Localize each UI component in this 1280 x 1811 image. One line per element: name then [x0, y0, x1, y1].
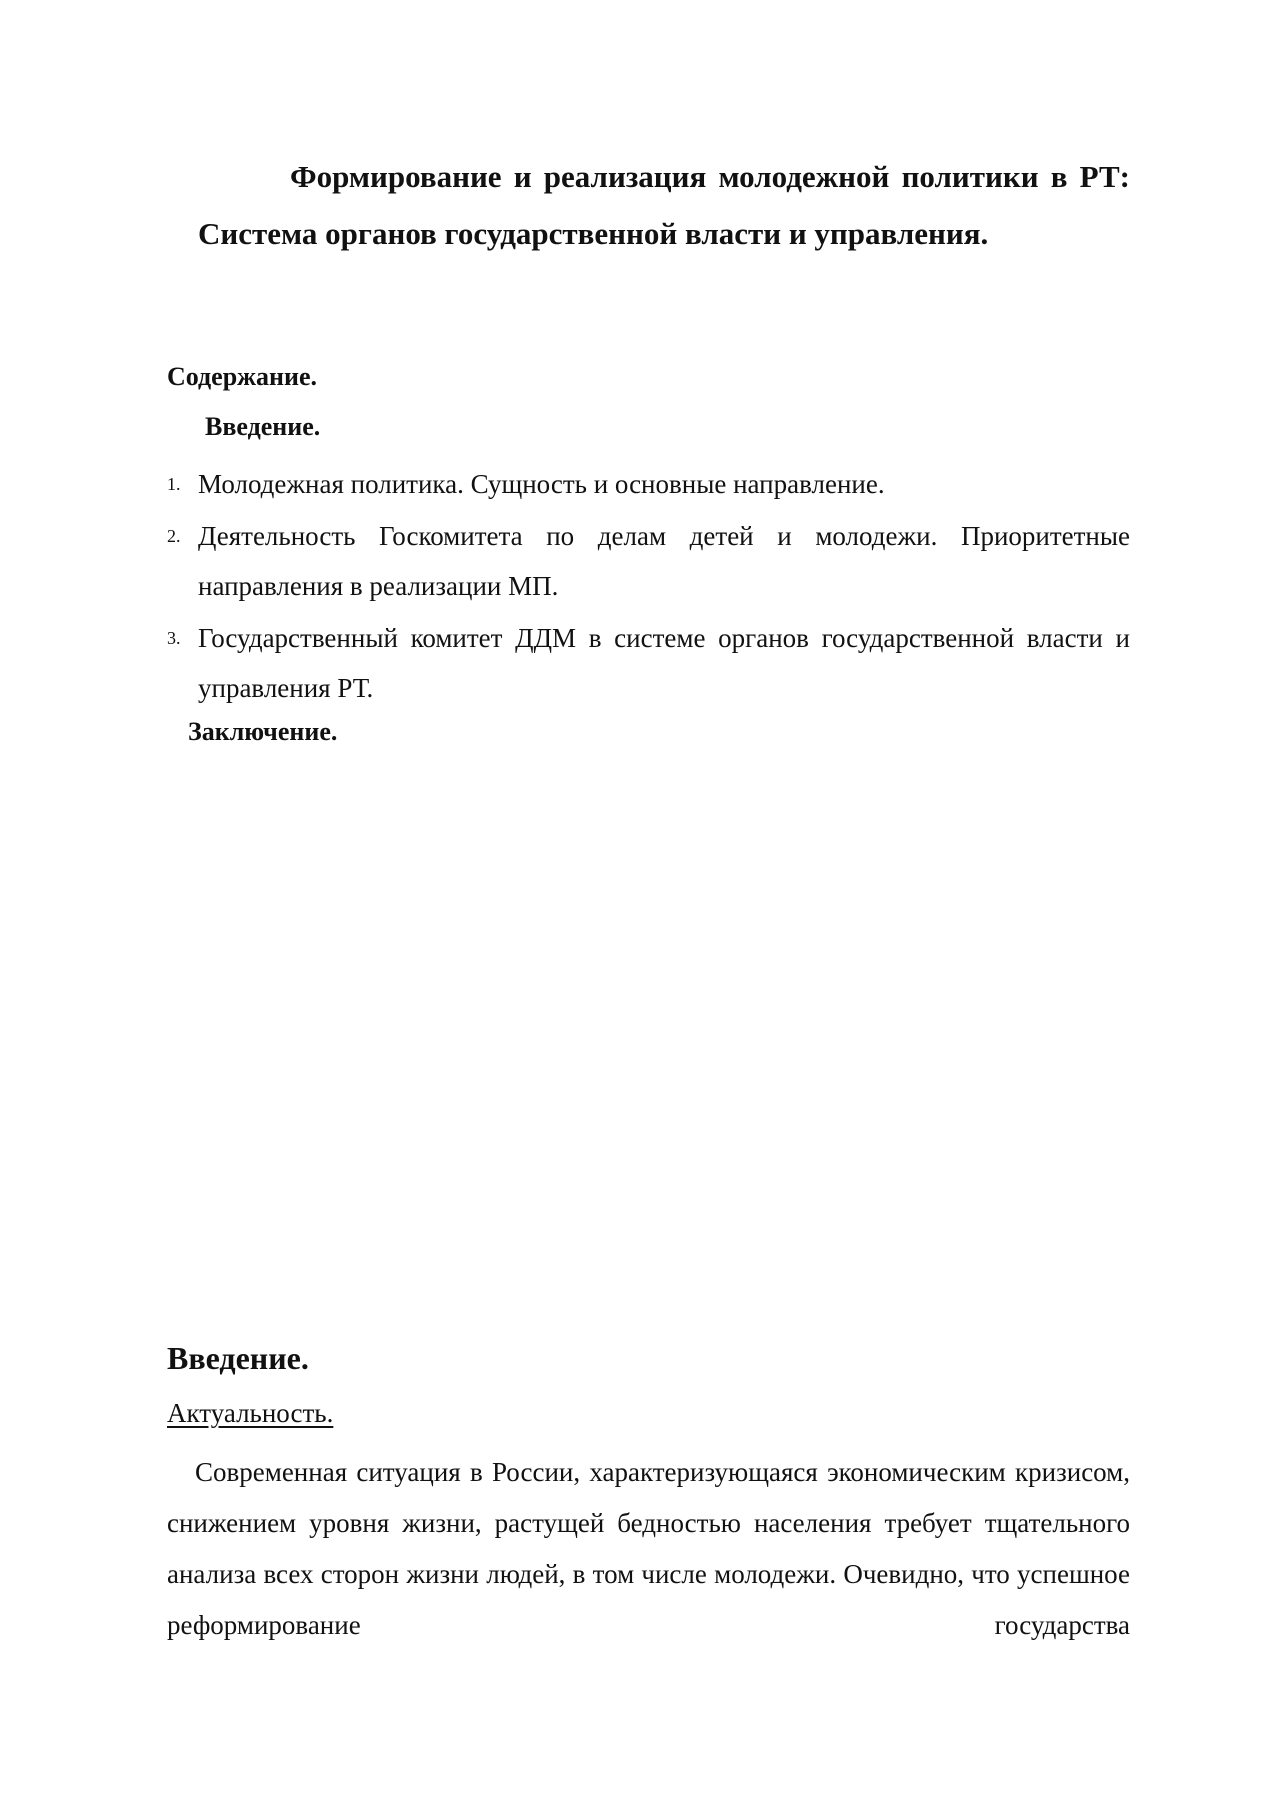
toc-item: [167, 613, 1130, 713]
toc-conclusion: Заключение.: [188, 717, 338, 746]
introduction-paragraph: Современная ситуация в России, характеризующаяся экономическим кризисом, снижением уровня жизни, растущей бедностью населения требует тщательного анализа всех сторон жизни людей, в том числе молодежи. Очевидно, что успешное реформирование государства: [167, 1457, 1130, 1640]
introduction-heading: Введение.: [167, 1340, 309, 1376]
document-title: Формирование и реализация молодежной политики в РТ: Система органов государственной власти и управления.: [198, 159, 1130, 251]
toc-item-text: Деятельность Госкомитета по делам детей и молодежи. Приоритетные направления в реализации МП.: [198, 521, 1130, 601]
toc-item-text: Молодежная политика. Сущность и основные направление.: [198, 469, 885, 499]
toc-list: [167, 459, 1130, 715]
toc-item: [167, 511, 1130, 611]
toc-item-number: 3.: [167, 628, 181, 648]
toc-item-text: Государственный комитет ДДМ в системе органов государственной власти и управления РТ.: [198, 623, 1130, 703]
toc-heading: Содержание.: [167, 362, 318, 391]
toc-item-number: 1.: [167, 474, 181, 494]
toc-item: [167, 459, 1130, 509]
toc-item-number: 2.: [167, 526, 181, 546]
toc-introduction: Введение.: [205, 412, 321, 441]
relevance-subheading: Актуальность.: [167, 1398, 334, 1428]
